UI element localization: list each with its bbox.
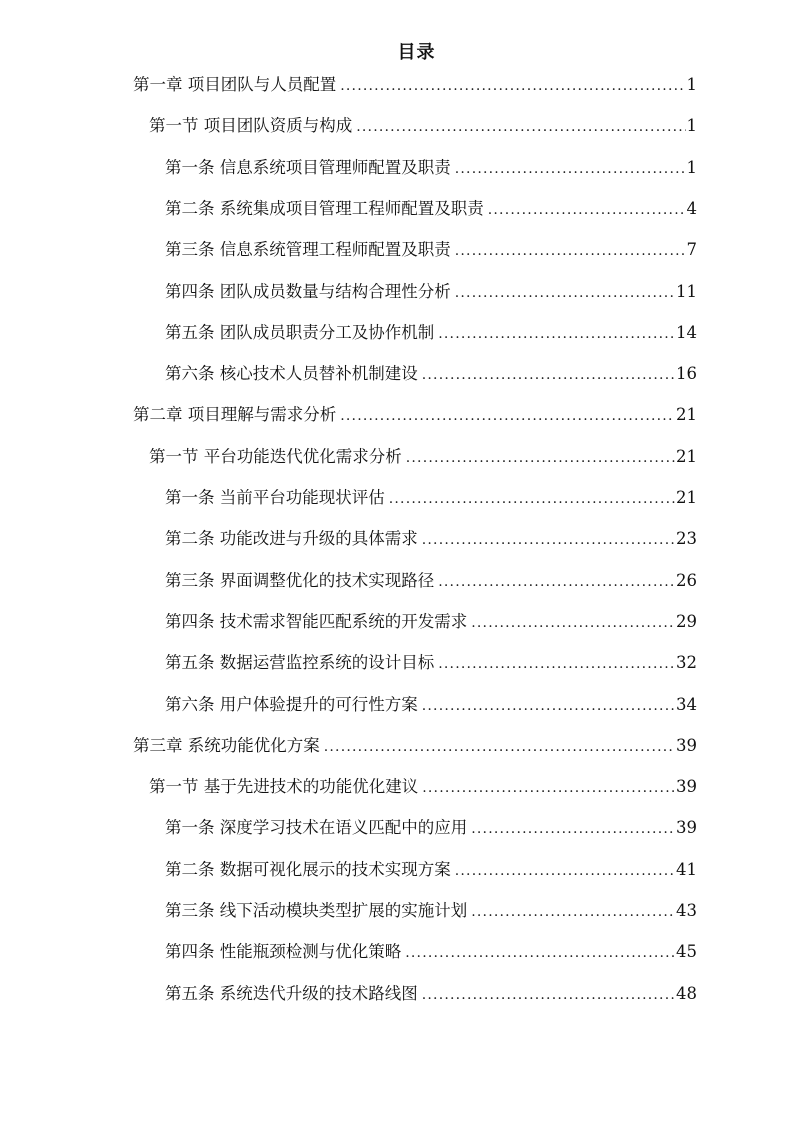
dot-leader [455,280,675,306]
dot-leader [406,445,675,471]
toc-entry-label: 第一节 平台功能迭代优化需求分析 [149,446,402,466]
toc-entry-label: 第五条 数据运营监控系统的设计目标 [165,653,435,673]
toc-entry-label: 第五条 系统迭代升级的技术路线图 [165,983,418,1003]
toc-entry[interactable] [165,196,697,222]
toc-entry-page-number: 43 [676,901,697,920]
toc-entry-page-number: 41 [676,859,697,879]
toc-entry-label: 第四条 性能瓶颈检测与优化策略 [165,942,402,962]
toc-entry[interactable] [149,113,697,139]
toc-entry-page-number: 11 [676,281,697,301]
toc-entry-label: 第三条 线下活动模块类型扩展的实施计划 [165,901,468,920]
toc-entry-label: 第六条 用户体验提升的可行性方案 [165,694,418,714]
toc-entry-page-number: 16 [676,364,697,384]
dot-leader [389,486,675,512]
toc-entry-label: 第一条 深度学习技术在语义匹配中的应用 [165,818,468,838]
toc-entry[interactable] [133,733,697,759]
toc-entry[interactable] [133,402,697,428]
toc-title: 目录 [397,42,436,63]
dot-leader [340,403,675,429]
toc-entry-page-number: 1 [686,157,697,177]
toc-entry[interactable] [165,361,697,387]
toc-entry-page-number: 7 [686,240,697,260]
dot-leader [455,858,675,884]
toc-entry[interactable] [133,72,697,98]
toc-entry-page-number: 21 [676,488,697,507]
toc-entry[interactable] [165,857,697,883]
toc-entry[interactable] [165,320,697,346]
toc-entry-page-number: 1 [686,116,697,136]
toc-entry-page-number: 34 [676,694,697,714]
toc-entry-label: 第四条 技术需求智能匹配系统的开发需求 [165,611,468,631]
toc-entry-label: 第二条 系统集成项目管理工程师配置及职责 [165,198,484,218]
toc-entry-label: 第五条 团队成员职责分工及协作机制 [165,322,435,342]
dot-leader [471,816,675,842]
toc-entry-page-number: 29 [676,611,697,631]
dot-leader [422,982,675,1008]
dot-leader [422,693,675,719]
toc-entry-label: 第一节 基于先进技术的功能优化建议 [149,777,419,797]
toc-entry-page-number: 39 [676,777,697,797]
toc-entry[interactable] [149,774,697,800]
toc-entry-page-number: 23 [676,529,697,549]
toc-entry-label: 第一节 项目团队资质与构成 [149,116,353,136]
dot-leader [422,527,675,553]
toc-entry[interactable] [165,650,697,676]
dot-leader [438,651,675,677]
toc-entry[interactable] [149,444,697,470]
toc-entry-page-number: 45 [676,942,697,962]
dot-leader [438,321,675,347]
toc-entry-label: 第三条 信息系统管理工程师配置及职责 [165,240,451,260]
toc-entry-page-number: 39 [676,818,697,838]
toc-entry[interactable] [165,939,697,965]
toc-entry[interactable] [165,279,697,305]
toc-entry-label: 第一条 当前平台功能现状评估 [165,488,385,507]
toc-entry[interactable] [165,815,697,841]
dot-leader [356,114,685,140]
toc-entry-page-number: 1 [686,75,697,94]
toc-entry-label: 第二章 项目理解与需求分析 [133,405,337,425]
toc-entry-label: 第四条 团队成员数量与结构合理性分析 [165,281,451,301]
dot-leader [324,734,675,760]
toc-entry[interactable] [165,898,697,924]
toc-entry-page-number: 21 [676,446,697,466]
dot-leader [422,362,675,388]
toc-entry-page-number: 39 [676,735,697,755]
dot-leader [471,899,675,925]
toc-entry-label: 第二条 功能改进与升级的具体需求 [165,529,418,549]
toc-entry[interactable] [165,609,697,635]
toc-entry-label: 第一条 信息系统项目管理师配置及职责 [165,157,451,177]
dot-leader [488,197,686,223]
toc-entry-page-number: 4 [686,198,697,218]
toc-entry-label: 第六条 核心技术人员替补机制建设 [165,364,418,384]
toc-entry-page-number: 14 [676,322,697,342]
toc-entry-label: 第一章 项目团队与人员配置 [133,75,337,94]
toc-entry[interactable] [165,237,697,263]
dot-leader [405,940,675,966]
dot-leader [471,610,675,636]
toc-entry[interactable] [165,692,697,718]
dot-leader [340,73,685,99]
dot-leader [438,569,675,595]
toc-entry-page-number: 48 [676,983,697,1003]
toc-entry-page-number: 32 [676,653,697,673]
toc-entry[interactable] [165,485,697,511]
toc-entry[interactable] [165,568,697,594]
toc-entry-page-number: 21 [676,405,697,425]
dot-leader [455,156,686,182]
dot-leader [422,775,675,801]
toc-entry-label: 第二条 数据可视化展示的技术实现方案 [165,859,451,879]
toc-entry[interactable] [165,526,697,552]
toc-entry-label: 第三条 界面调整优化的技术实现路径 [165,570,435,590]
toc-entry-label: 第三章 系统功能优化方案 [133,735,320,755]
dot-leader [455,238,686,264]
toc-entry-page-number: 26 [676,570,697,590]
toc-entry[interactable] [165,155,697,181]
toc-entry[interactable] [165,981,697,1007]
